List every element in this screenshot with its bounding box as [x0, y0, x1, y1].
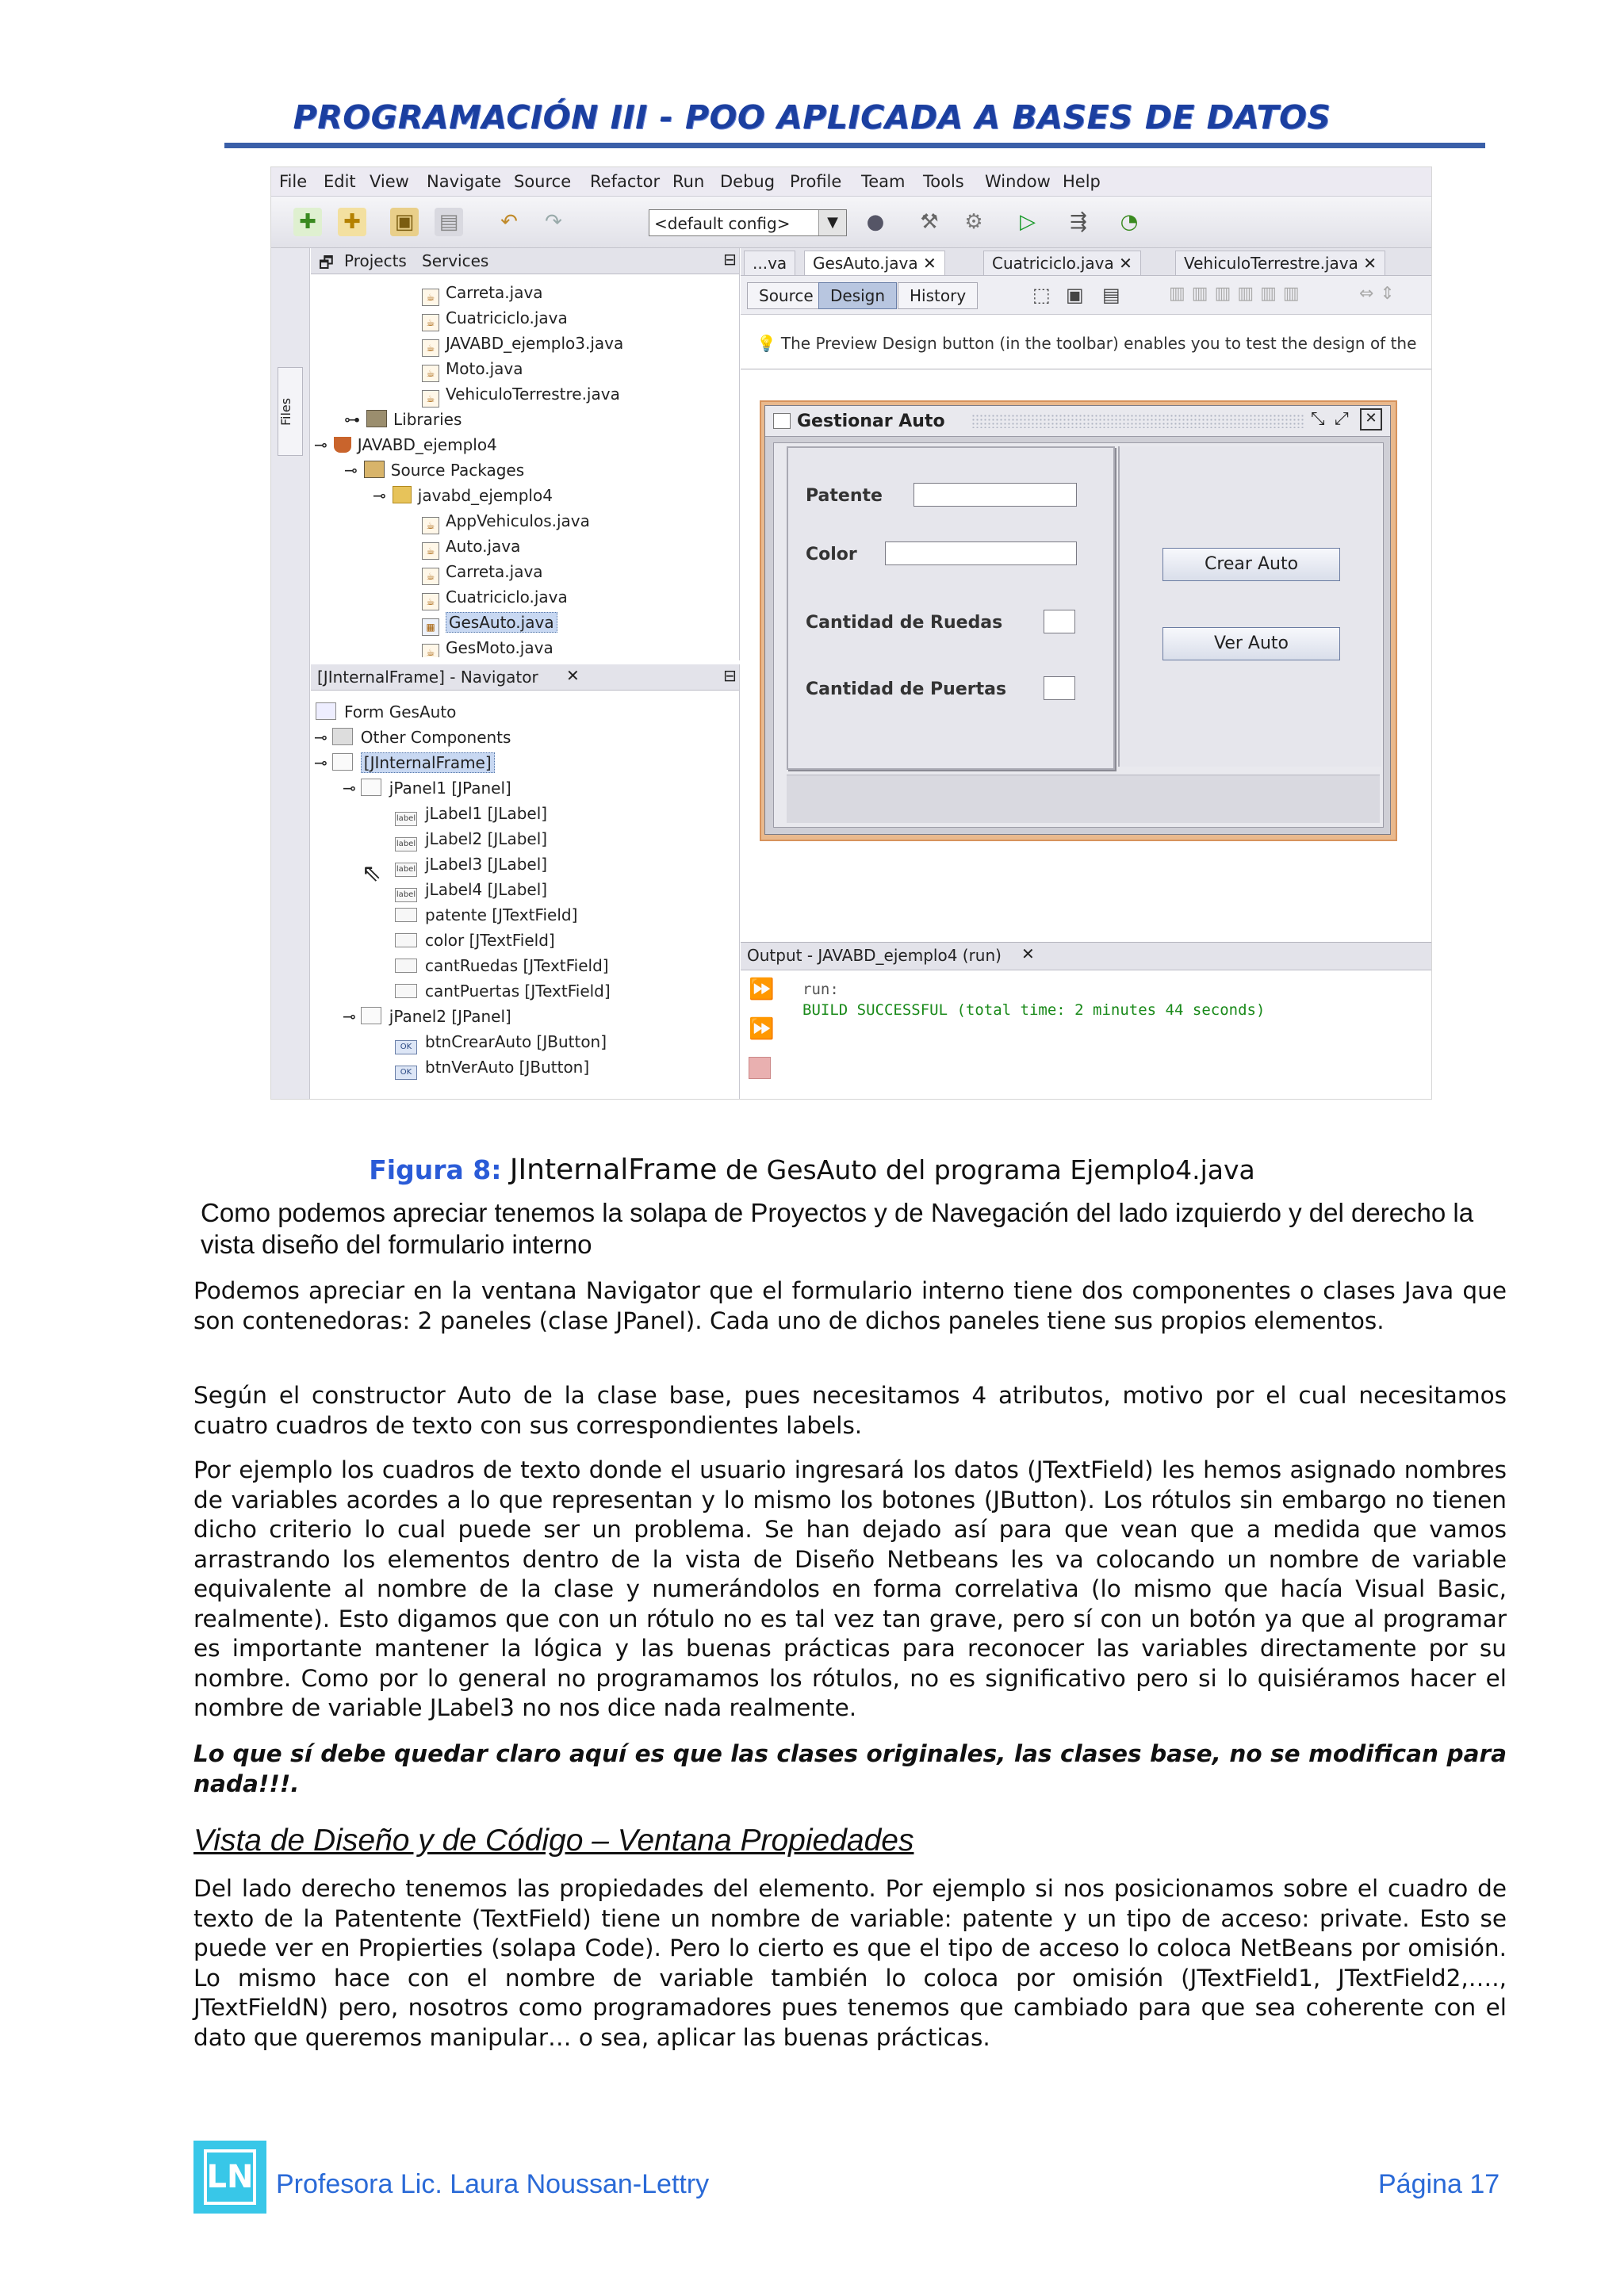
- nav-jpanel2[interactable]: ⊸ jPanel2 [JPanel]: [343, 1007, 511, 1026]
- nav-jlabel[interactable]: label jLabel3 [JLabel]: [395, 855, 547, 877]
- connection-mode-icon[interactable]: ▣: [1066, 284, 1084, 306]
- java-file-icon: ☕: [422, 517, 439, 534]
- build-icon[interactable]: ⚙: [964, 210, 983, 234]
- paragraph-4: Del lado derecho tenemos las propiedades del elemento. Por ejemplo si nos posicionamos sobre el cuadro de texto de la Patentente (TextField) tiene un nombre de variable: patente y un tipo de acceso: private. Esto se puede ver en Propierties (solapa Code). Pero lo cierto es que el tipo de acceso lo coloca NetBeans por omisión. Lo mismo hace con el nombre de variable también lo coloca por omisión (JTextField1, JTextField2,…., JTextFieldN) pero, nosotros como programadores pues tenemos que cambiado para que sea coherente con el dato que queremos manipular… o sea, aplicar las buenas prácticas.: [193, 1875, 1507, 2051]
- menu-edit[interactable]: Edit: [324, 172, 356, 191]
- label-icon: label: [395, 837, 417, 851]
- menu-navigate[interactable]: Navigate: [427, 172, 502, 191]
- selection-mode-icon[interactable]: ⬚: [1032, 284, 1051, 306]
- tree-item[interactable]: ☕ Auto.java: [422, 537, 520, 560]
- editor-area: [741, 248, 1431, 1099]
- figure-class: JInternalFrame: [509, 1154, 718, 1186]
- tree-item[interactable]: ☕ Moto.java: [422, 359, 523, 382]
- close-icon[interactable]: ✕: [1360, 408, 1382, 430]
- title-rule: [224, 143, 1485, 148]
- tab-gesauto[interactable]: GesAuto.java ✕: [804, 251, 945, 275]
- components-icon: [332, 728, 353, 745]
- save-all-icon[interactable]: ▤: [435, 208, 463, 236]
- nav-jbutton[interactable]: OK btnCrearAuto [JButton]: [395, 1032, 607, 1054]
- tab-prev[interactable]: ...va: [744, 251, 795, 275]
- form-file-icon: ▦: [422, 618, 439, 636]
- label-icon: label: [395, 888, 417, 902]
- button-icon: OK: [395, 1066, 417, 1080]
- minimize-icon[interactable]: ⊟: [723, 250, 737, 269]
- label-icon: label: [395, 812, 417, 826]
- nav-jbutton[interactable]: OK btnVerAuto [JButton]: [395, 1058, 589, 1080]
- label-color: Color: [806, 545, 857, 564]
- run-icon[interactable]: ▷: [1020, 210, 1036, 234]
- tree-item[interactable]: ☕ Cuatriciclo.java: [422, 587, 568, 610]
- button-icon: OK: [395, 1040, 417, 1054]
- nav-other-components[interactable]: ⊸ Other Components: [314, 728, 511, 747]
- tab-output[interactable]: Output - JAVABD_ejemplo4 (run): [747, 946, 1002, 965]
- menu-bar: [271, 167, 1431, 197]
- textfield-icon: [395, 959, 417, 973]
- cant-puertas-input[interactable]: [1044, 676, 1075, 700]
- editor-tabs: [741, 248, 1431, 276]
- label-puertas: Cantidad de Puertas: [806, 679, 1007, 699]
- nav-jlabel[interactable]: label jLabel2 [JLabel]: [395, 829, 547, 851]
- preview-design-icon[interactable]: ▤: [1102, 284, 1120, 306]
- ver-auto-button[interactable]: Ver Auto: [1162, 627, 1340, 660]
- menu-refactor[interactable]: Refactor: [590, 172, 661, 191]
- java-file-icon: ☕: [422, 314, 439, 331]
- menu-tools[interactable]: Tools: [923, 172, 964, 191]
- jpanel1: [787, 446, 1115, 770]
- nav-textfield[interactable]: cantRuedas [JTextField]: [395, 956, 609, 975]
- navigator-tabs: [311, 664, 739, 691]
- frame-title: Gestionar Auto: [797, 411, 945, 431]
- menu-profile[interactable]: Profile: [790, 172, 842, 191]
- java-file-icon: ☕: [422, 593, 439, 610]
- stop-icon[interactable]: [749, 1057, 771, 1079]
- menu-view[interactable]: View: [370, 172, 409, 191]
- page-title: PROGRAMACIÓN III - POO APLICADA A BASES DE DATOS: [293, 98, 1331, 136]
- nav-textfield[interactable]: cantPuertas [JTextField]: [395, 982, 611, 1001]
- tab-projects[interactable]: Projects: [344, 251, 407, 270]
- java-file-icon: ☕: [422, 542, 439, 560]
- left-sidebar-strip: [271, 248, 310, 1099]
- package-icon: [393, 486, 412, 503]
- minimize-icon[interactable]: ⊟: [723, 666, 737, 685]
- projects-panel: [311, 248, 740, 660]
- tab-vehiculoterrestre[interactable]: VehiculoTerrestre.java ✕: [1175, 251, 1385, 275]
- tree-node-project[interactable]: ⊸ JAVABD_ejemplo4: [314, 435, 497, 454]
- close-icon[interactable]: ✕: [922, 254, 936, 273]
- ide-screenshot: [270, 166, 1432, 1100]
- output-panel: [741, 942, 1431, 1100]
- nav-internal-frame[interactable]: ⊸ [JInternalFrame]: [314, 753, 495, 772]
- nav-form-node[interactable]: Form GesAuto: [316, 702, 456, 721]
- java-file-icon: ☕: [422, 644, 439, 657]
- menu-file[interactable]: File: [279, 172, 308, 191]
- mouse-cursor-icon: ⇖: [362, 859, 382, 887]
- nav-textfield[interactable]: patente [JTextField]: [395, 905, 577, 924]
- undo-icon[interactable]: ↶: [500, 210, 518, 234]
- library-icon: [366, 410, 387, 427]
- tab-cuatriciclo[interactable]: Cuatriciclo.java ✕: [983, 251, 1141, 275]
- label-patente: Patente: [806, 486, 883, 506]
- profile-icon[interactable]: ◔: [1120, 210, 1139, 234]
- label-icon: label: [395, 863, 417, 877]
- panel-icon: [361, 1007, 381, 1024]
- footer-author: Profesora Lic. Laura Noussan-Lettry: [276, 2169, 710, 2199]
- cant-ruedas-input[interactable]: [1044, 610, 1075, 633]
- paragraph-1: Podemos apreciar en la ventana Navigator que el formulario interno tiene dos componentes o clases Java que son contenedoras: 2 paneles (clase JPanel). Cada uno de dichos paneles tiene sus propios elementos.: [193, 1277, 1507, 1334]
- new-file-icon[interactable]: ✚: [293, 208, 322, 236]
- title-texture: [971, 414, 1304, 428]
- coffee-cup-icon: [334, 437, 351, 453]
- menu-team[interactable]: Team: [861, 172, 906, 191]
- author-logo: [193, 2141, 266, 2214]
- close-icon[interactable]: ✕: [1021, 944, 1035, 963]
- color-input[interactable]: [885, 541, 1077, 565]
- nav-jlabel[interactable]: label jLabel4 [JLabel]: [395, 880, 547, 902]
- frame-icon: [332, 753, 353, 771]
- figure-number: Figura 8:: [369, 1154, 502, 1185]
- tree-item[interactable]: ☕ Carreta.java: [422, 283, 543, 306]
- java-file-icon: ☕: [422, 568, 439, 585]
- rerun-settings-icon[interactable]: ⏩: [749, 1017, 775, 1041]
- internal-frame-titlebar: [765, 406, 1390, 437]
- new-project-icon[interactable]: ✚: [338, 208, 366, 236]
- frame-icon: [773, 413, 791, 429]
- textfield-icon: [395, 908, 417, 922]
- menu-source[interactable]: Source: [514, 172, 572, 191]
- maximize-icon[interactable]: ⤢: [1335, 409, 1349, 429]
- window-icon: 🗗: [319, 253, 334, 272]
- rerun-icon[interactable]: ⏩: [749, 978, 775, 1001]
- tree-item-selected[interactable]: ▦ GesAuto.java: [422, 613, 557, 636]
- patente-input[interactable]: [914, 483, 1077, 507]
- tree-item[interactable]: ☕ Cuatriciclo.java: [422, 308, 568, 331]
- align-icons[interactable]: ▥▥▥▥▥▥: [1169, 284, 1306, 304]
- output-tabbar: [741, 943, 1431, 970]
- nav-jlabel[interactable]: label jLabel1 [JLabel]: [395, 804, 547, 826]
- editor-subbar: [741, 276, 1431, 315]
- close-icon[interactable]: ✕: [566, 666, 580, 685]
- chevron-down-icon[interactable]: ▼: [818, 210, 846, 235]
- close-icon[interactable]: ✕: [1363, 254, 1377, 273]
- paragraph-3: Por ejemplo los cuadros de texto donde el usuario ingresará los datos (JTextField) les hemos asignado nombres de variables acordes a lo que representan y lo mismo los botones (JButton). Los rótulos sin embargo no tienen dicho criterio lo cual puede ser un problema. Se han dejado así para que vean que a medida que vamos arrastrando los elementos dentro de la vista de Diseño Netbeans les va colocando un nombre de variable equivalente al nombre de la clase y numerándolos en forma correlativa (lo mismo que hacía Visual Basic, realmente). Esto digamos que con un rótulo no es tal vez tan grave, pero sí con un botón ya que al programar es importante mantener la lógica y las buenas prácticas para reconocer las variables directamente por su nombre. Como por lo general no programamos los rótulos, no es significativo pero si lo quisiéramos hacer el nombre de variable JLabel3 no nos dice nada realmente.: [193, 1456, 1507, 1721]
- crear-auto-button[interactable]: Crear Auto: [1162, 548, 1340, 581]
- close-icon[interactable]: ✕: [1119, 254, 1132, 273]
- toolbar: [271, 197, 1431, 248]
- paragraph-2: Según el constructor Auto de la clase base, pues necesitamos 4 atributos, motivo por el cual necesitamos cuatro cuadros de texto con sus correspondientes labels.: [193, 1382, 1507, 1439]
- figure-rest: de GesAuto del programa Ejemplo4.java: [725, 1154, 1255, 1185]
- history-view-button[interactable]: History: [898, 282, 978, 309]
- panel-icon: [361, 779, 381, 796]
- menu-debug[interactable]: Debug: [720, 172, 776, 191]
- resize-icons[interactable]: ⇔⇕: [1359, 284, 1401, 304]
- output-line-run: run:: [802, 981, 839, 998]
- debug-icon[interactable]: ⇶: [1070, 210, 1087, 234]
- tab-services[interactable]: Services: [422, 251, 489, 270]
- jpanel2: [1118, 446, 1381, 767]
- logo-mark: LN: [204, 2149, 256, 2205]
- footer-page-number: Página 17: [1378, 2169, 1500, 2199]
- lightbulb-icon: 💡: [756, 334, 776, 353]
- internal-frame: [764, 405, 1391, 835]
- figure-caption: [0, 1154, 1624, 1186]
- menu-run[interactable]: Run: [672, 172, 705, 191]
- projects-tabs: [311, 248, 739, 274]
- tree-node-source-packages[interactable]: ⊸ Source Packages: [344, 461, 525, 480]
- open-project-icon[interactable]: ▣: [390, 208, 419, 236]
- output-line-build: BUILD SUCCESSFUL (total time: 2 minutes 44 seconds): [802, 1001, 1266, 1019]
- form-footer-area: [787, 775, 1380, 823]
- config-select[interactable]: <default config>: [649, 209, 847, 236]
- java-file-icon: ☕: [422, 390, 439, 408]
- paragraph-emphasis: Lo que sí debe quedar claro aquí es que las clases originales, las clases base, no se modifican para nada!!!.: [193, 1740, 1507, 1797]
- nav-textfield[interactable]: color [JTextField]: [395, 931, 555, 950]
- java-file-icon: ☕: [422, 289, 439, 306]
- textfield-icon: [395, 984, 417, 998]
- tree-item[interactable]: ☕ VehiculoTerrestre.java: [422, 385, 620, 408]
- menu-window[interactable]: Window: [985, 172, 1051, 191]
- internal-frame-content: [773, 442, 1384, 828]
- files-tab[interactable]: Files: [278, 367, 303, 456]
- tree-item[interactable]: ☕ Carreta.java: [422, 562, 543, 585]
- section-heading: Vista de Diseño y de Código – Ventana Propiedades: [193, 1823, 914, 1858]
- design-view-button[interactable]: Design: [818, 282, 897, 309]
- form-icon: [316, 702, 336, 720]
- design-tip: 💡 The Preview Design button (in the toolbar) enables you to test the design of the: [756, 334, 1417, 353]
- label-ruedas: Cantidad de Ruedas: [806, 613, 1003, 633]
- java-file-icon: ☕: [422, 339, 439, 357]
- tree-item[interactable]: ☕ AppVehiculos.java: [422, 511, 590, 534]
- java-file-icon: ☕: [422, 365, 439, 382]
- redo-icon[interactable]: ↷: [545, 210, 562, 234]
- tree-node-package[interactable]: ⊸ javabd_ejemplo4: [373, 486, 553, 505]
- iconify-icon[interactable]: ⤡: [1311, 409, 1325, 429]
- textfield-icon: [395, 933, 417, 947]
- tab-navigator[interactable]: [JInternalFrame] - Navigator: [317, 668, 538, 687]
- figure-summary: Como podemos apreciar tenemos la solapa de Proyectos y de Navegación del lado izquierdo y del derecho la vista diseño del formulario interno: [201, 1198, 1474, 1259]
- menu-help[interactable]: Help: [1063, 172, 1101, 191]
- tree-node-libraries[interactable]: ⊶ Libraries: [344, 410, 462, 429]
- source-view-button[interactable]: Source: [747, 282, 825, 309]
- globe-icon[interactable]: ●: [866, 210, 885, 234]
- clean-build-icon[interactable]: ⚒: [920, 210, 939, 234]
- source-packages-icon: [364, 461, 385, 478]
- navigator-panel: [311, 664, 740, 1099]
- tree-item[interactable]: ☕ GesMoto.java: [422, 638, 553, 657]
- nav-jpanel1[interactable]: ⊸ jPanel1 [JPanel]: [343, 779, 511, 798]
- tree-item[interactable]: ☕ JAVABD_ejemplo3.java: [422, 334, 623, 357]
